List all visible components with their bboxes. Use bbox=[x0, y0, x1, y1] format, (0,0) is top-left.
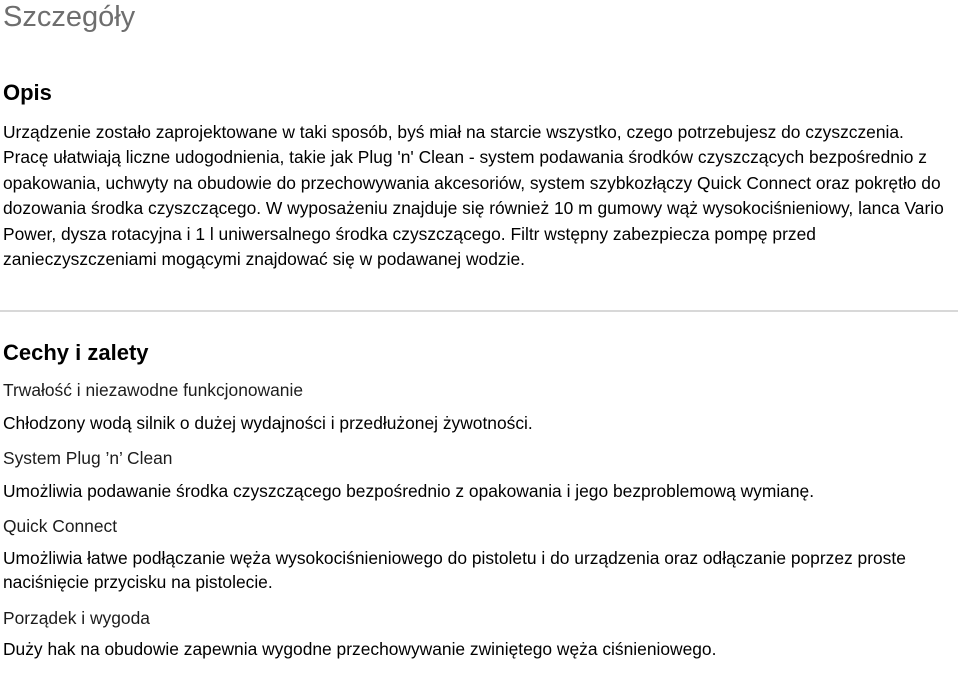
feature-title-order-comfort: Porządek i wygoda bbox=[3, 608, 150, 628]
section-divider bbox=[0, 310, 958, 312]
opis-heading: Opis bbox=[3, 80, 52, 105]
feature-title-durability: Trwałość i niezawodne funkcjonowanie bbox=[3, 380, 303, 400]
feature-text-durability: Chłodzony wodą silnik o dużej wydajności i przedłużonej żywotności. bbox=[3, 413, 533, 433]
feature-title-quick-connect: Quick Connect bbox=[3, 516, 118, 536]
cechy-heading: Cechy i zalety bbox=[3, 340, 149, 365]
feature-text-quick-connect: Umożliwia łatwe podłączanie węża wysokociśnieniowego do pistoletu i do urządzenia oraz odłączanie poprzez proste naciśnięcie przycisku na pistolecie. bbox=[3, 548, 906, 592]
page-title: Szczegóły bbox=[3, 1, 136, 33]
feature-text-order-comfort: Duży hak na obudowie zapewnia wygodne przechowywanie zwiniętego węża ciśnieniowego. bbox=[3, 639, 717, 659]
opis-description: Urządzenie zostało zaprojektowane w taki sposób, byś miał na starcie wszystko, czego potrzebujesz do czyszczenia. Pracę ułatwiają liczne udogodnienia, takie jak Plug 'n' Clean - system podawania środków czyszczących bezpośrednio z opakowania, uchwyty na obudowie do przechowywania akcesoriów, system szybkozłączy Quick Connect oraz pokrętło do dozowania środka czyszczącego. W wyposażeniu znajduje się również 10 m gumowy wąż wysokociśnieniowy, lanca Vario Power, dysza rotacyjna i 1 l uniwersalnego środka czyszczącego. Filtr wstępny zabezpiecza pompę przed zanieczyszczeniami mogącymi znajdować się w podawanej wodzie. bbox=[3, 122, 944, 270]
feature-text-plug-n-clean: Umożliwia podawanie środka czyszczącego bezpośrednio z opakowania i jego bezproblemową wymianę. bbox=[3, 481, 815, 501]
feature-title-plug-n-clean: System Plug ’n’ Clean bbox=[3, 448, 173, 468]
